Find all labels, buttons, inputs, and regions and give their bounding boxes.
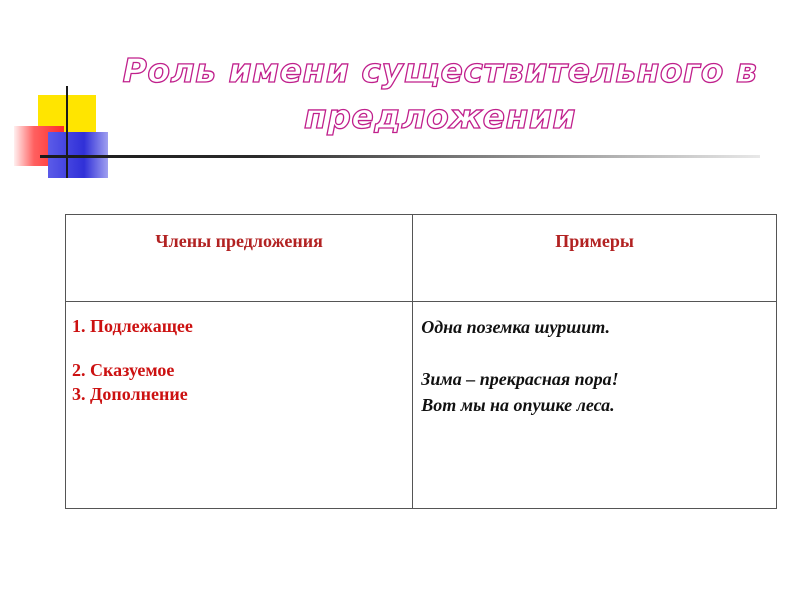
member-predicate: 2. Сказуемое xyxy=(72,360,175,380)
member-subject: 1. Подлежащее xyxy=(72,316,193,336)
title-underline xyxy=(40,155,760,158)
example-3: Вот мы на опушке леса. xyxy=(421,395,615,415)
spacer xyxy=(72,338,406,358)
table-row xyxy=(66,302,777,509)
column-header-members: Члены предложения xyxy=(66,215,413,302)
sentence-members-table xyxy=(65,214,777,509)
vertical-divider-line xyxy=(66,86,68,178)
example-1: Одна поземка шуршит. xyxy=(421,317,610,337)
example-2: Зима – прекрасная пора! xyxy=(421,369,619,389)
members-cell xyxy=(66,302,413,509)
spacer xyxy=(421,340,768,366)
slide-title: Роль имени существительного в предложении xyxy=(122,51,758,136)
column-header-examples: Примеры xyxy=(413,215,777,302)
member-object: 3. Дополнение xyxy=(72,384,188,404)
table-header-row xyxy=(66,215,777,302)
examples-cell xyxy=(413,302,777,509)
